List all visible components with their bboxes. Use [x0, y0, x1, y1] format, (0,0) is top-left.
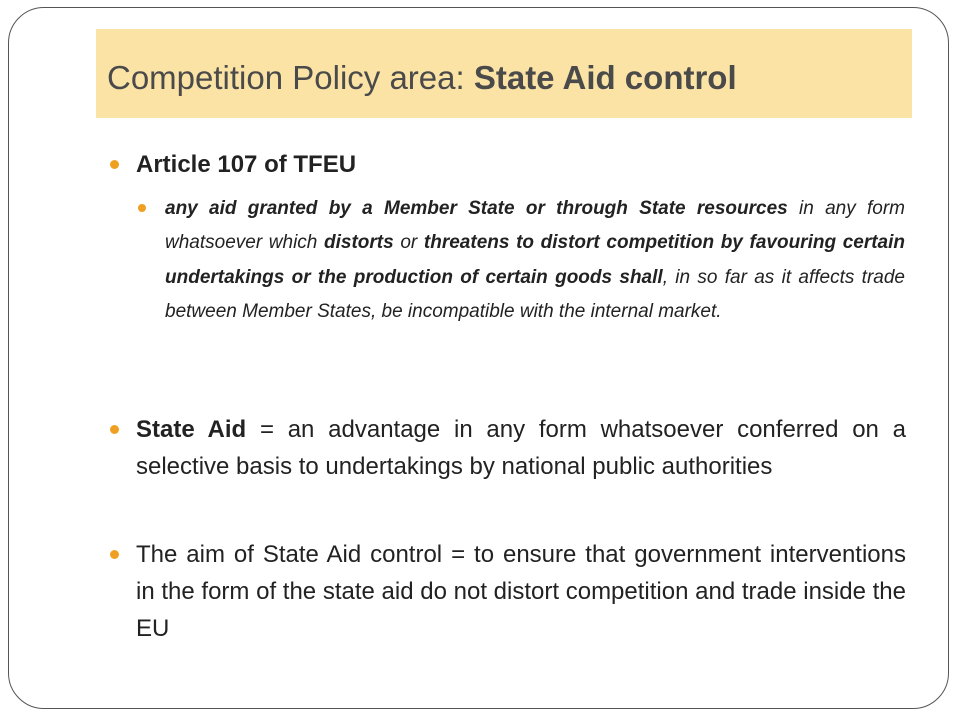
- article-heading: Article 107 of TFEU: [136, 151, 357, 178]
- quote-part-2: in any form whatsoever which: [165, 198, 905, 254]
- bullet-article: [110, 160, 119, 169]
- slide-title: [107, 58, 737, 98]
- state-aid-text: = an advantage in any form whatsoever conferred on a selective basis to undertakings by national public authorities: [136, 416, 907, 480]
- quote-part-1: any aid granted by a Member State or through State resources: [165, 198, 788, 219]
- state-aid-definition: [136, 411, 906, 485]
- quote-part-6: , in so far as it affects trade between Member States, be incompatible with the internal market.: [165, 266, 905, 323]
- quote-part-4: or: [393, 232, 424, 254]
- bullet-state-aid: [110, 425, 119, 434]
- title-emphasis: State Aid control: [473, 59, 737, 96]
- state-aid-term: State Aid: [136, 416, 247, 443]
- bullet-aim: [110, 550, 119, 559]
- article-quote: [165, 192, 905, 330]
- aim-text: The aim of State Aid control = to ensure that government interventions in the form of the state aid do not distort competition and trade inside the EU: [136, 541, 906, 642]
- quote-part-3: distorts: [324, 232, 394, 254]
- title-prefix: Competition Policy area:: [107, 59, 474, 96]
- bullet-quote: [138, 204, 146, 212]
- quote-part-5: threatens to distort competition by favouring certain undertakings or the production of certain goods shall: [165, 232, 906, 288]
